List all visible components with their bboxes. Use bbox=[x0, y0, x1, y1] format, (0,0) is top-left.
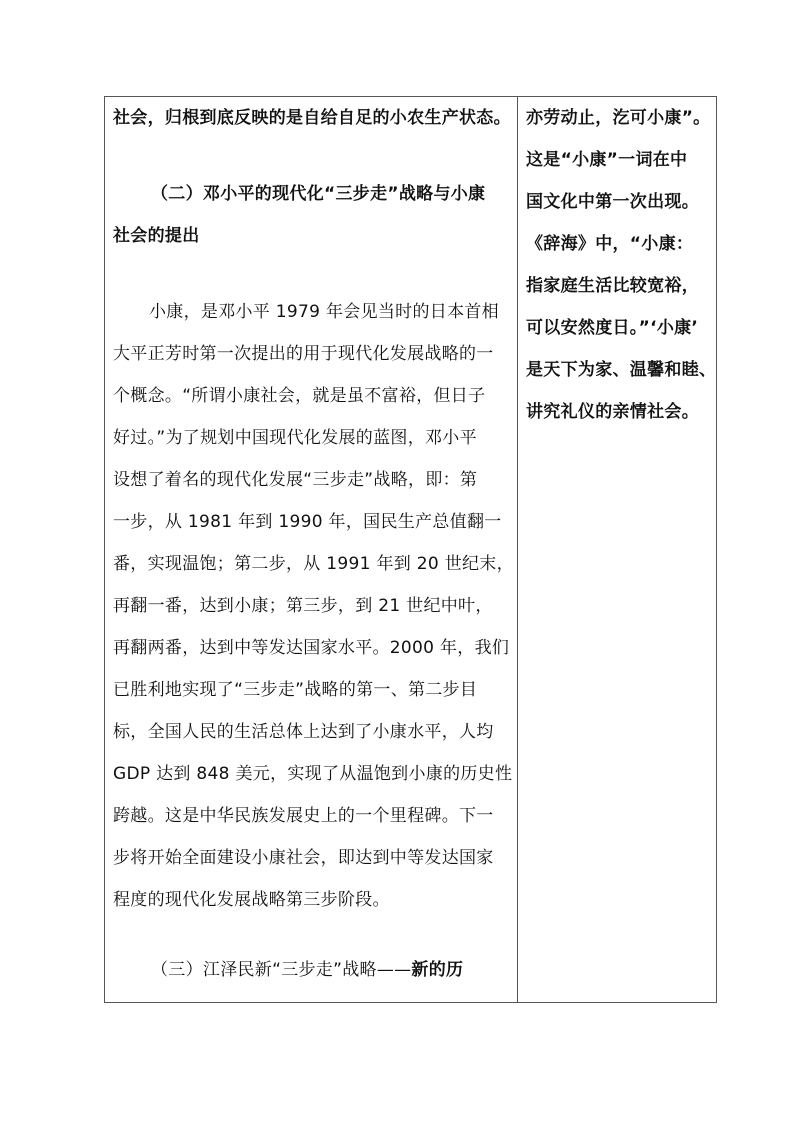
right-column bbox=[518, 97, 716, 1002]
text-line: 番，实现温饱；第二步，从 1991 年到 20 世纪末， bbox=[113, 554, 514, 574]
text-line: 再翻一番，达到小康；第三步，到 21 世纪中叶， bbox=[113, 596, 493, 616]
note-line: 是天下为家、温馨和睦、 bbox=[526, 360, 717, 380]
note-line: 讲究礼仪的亲情社会。 bbox=[526, 402, 699, 422]
note-line: 亦劳动止，汔可小康”。 bbox=[526, 108, 711, 128]
text-line: 小康，是邓小平 1979 年会见当时的日本首相 bbox=[149, 302, 499, 322]
text-line: 设想了着名的现代化发展“三步走”战略，即：第 bbox=[113, 470, 478, 490]
note-line: 国文化中第一次出现。 bbox=[526, 192, 699, 212]
note-line: 可以安然度日。”‘小康’ bbox=[526, 318, 699, 338]
text-line: 好过。”为了规划中国现代化发展的蓝图，邓小平 bbox=[113, 428, 477, 448]
text-line: 大平正芳时第一次提出的用于现代化发展战略的一 bbox=[113, 344, 494, 364]
section-heading: （二）邓小平的现代化“三步走”战略与小康 bbox=[151, 184, 486, 204]
section-heading: 社会的提出 bbox=[113, 226, 200, 246]
text-line: 程度的现代化发展战略第三步阶段。 bbox=[113, 890, 390, 910]
section-heading bbox=[151, 959, 463, 981]
text-line: 已胜利地实现了“三步走”战略的第一、第二步目 bbox=[113, 680, 478, 700]
text-line: 再翻两番，达到中等发达国家水平。2000 年，我们 bbox=[113, 638, 510, 658]
note-line: 这是“小康”一词在中 bbox=[526, 150, 688, 170]
heading-normal-part: （三）江泽民新“三步走”战略—— bbox=[151, 960, 412, 980]
text-line: 标，全国人民的生活总体上达到了小康水平，人均 bbox=[113, 722, 494, 742]
text-line: 步将开始全面建设小康社会，即达到中等发达国家 bbox=[113, 848, 494, 868]
note-line: 《辞海》中，“小康： bbox=[526, 234, 694, 254]
text-line: GDP 达到 848 美元，实现了从温饱到小康的历史性 bbox=[113, 764, 513, 784]
text-line: 一步，从 1981 年到 1990 年，国民生产总值翻一 bbox=[113, 512, 502, 532]
note-line: 指家庭生活比较宽裕， bbox=[526, 276, 699, 296]
text-line: 跨越。这是中华民族发展史上的一个里程碑。下一 bbox=[113, 806, 494, 826]
left-column bbox=[105, 97, 518, 1002]
heading-bold-part: 新的历 bbox=[411, 960, 464, 980]
text-line: 个概念。“所谓小康社会，就是虽不富裕，但日子 bbox=[113, 386, 486, 406]
document-table bbox=[104, 96, 717, 1003]
text-line: 社会，归根到底反映的是自给自足的小农生产状态。 bbox=[113, 108, 511, 128]
